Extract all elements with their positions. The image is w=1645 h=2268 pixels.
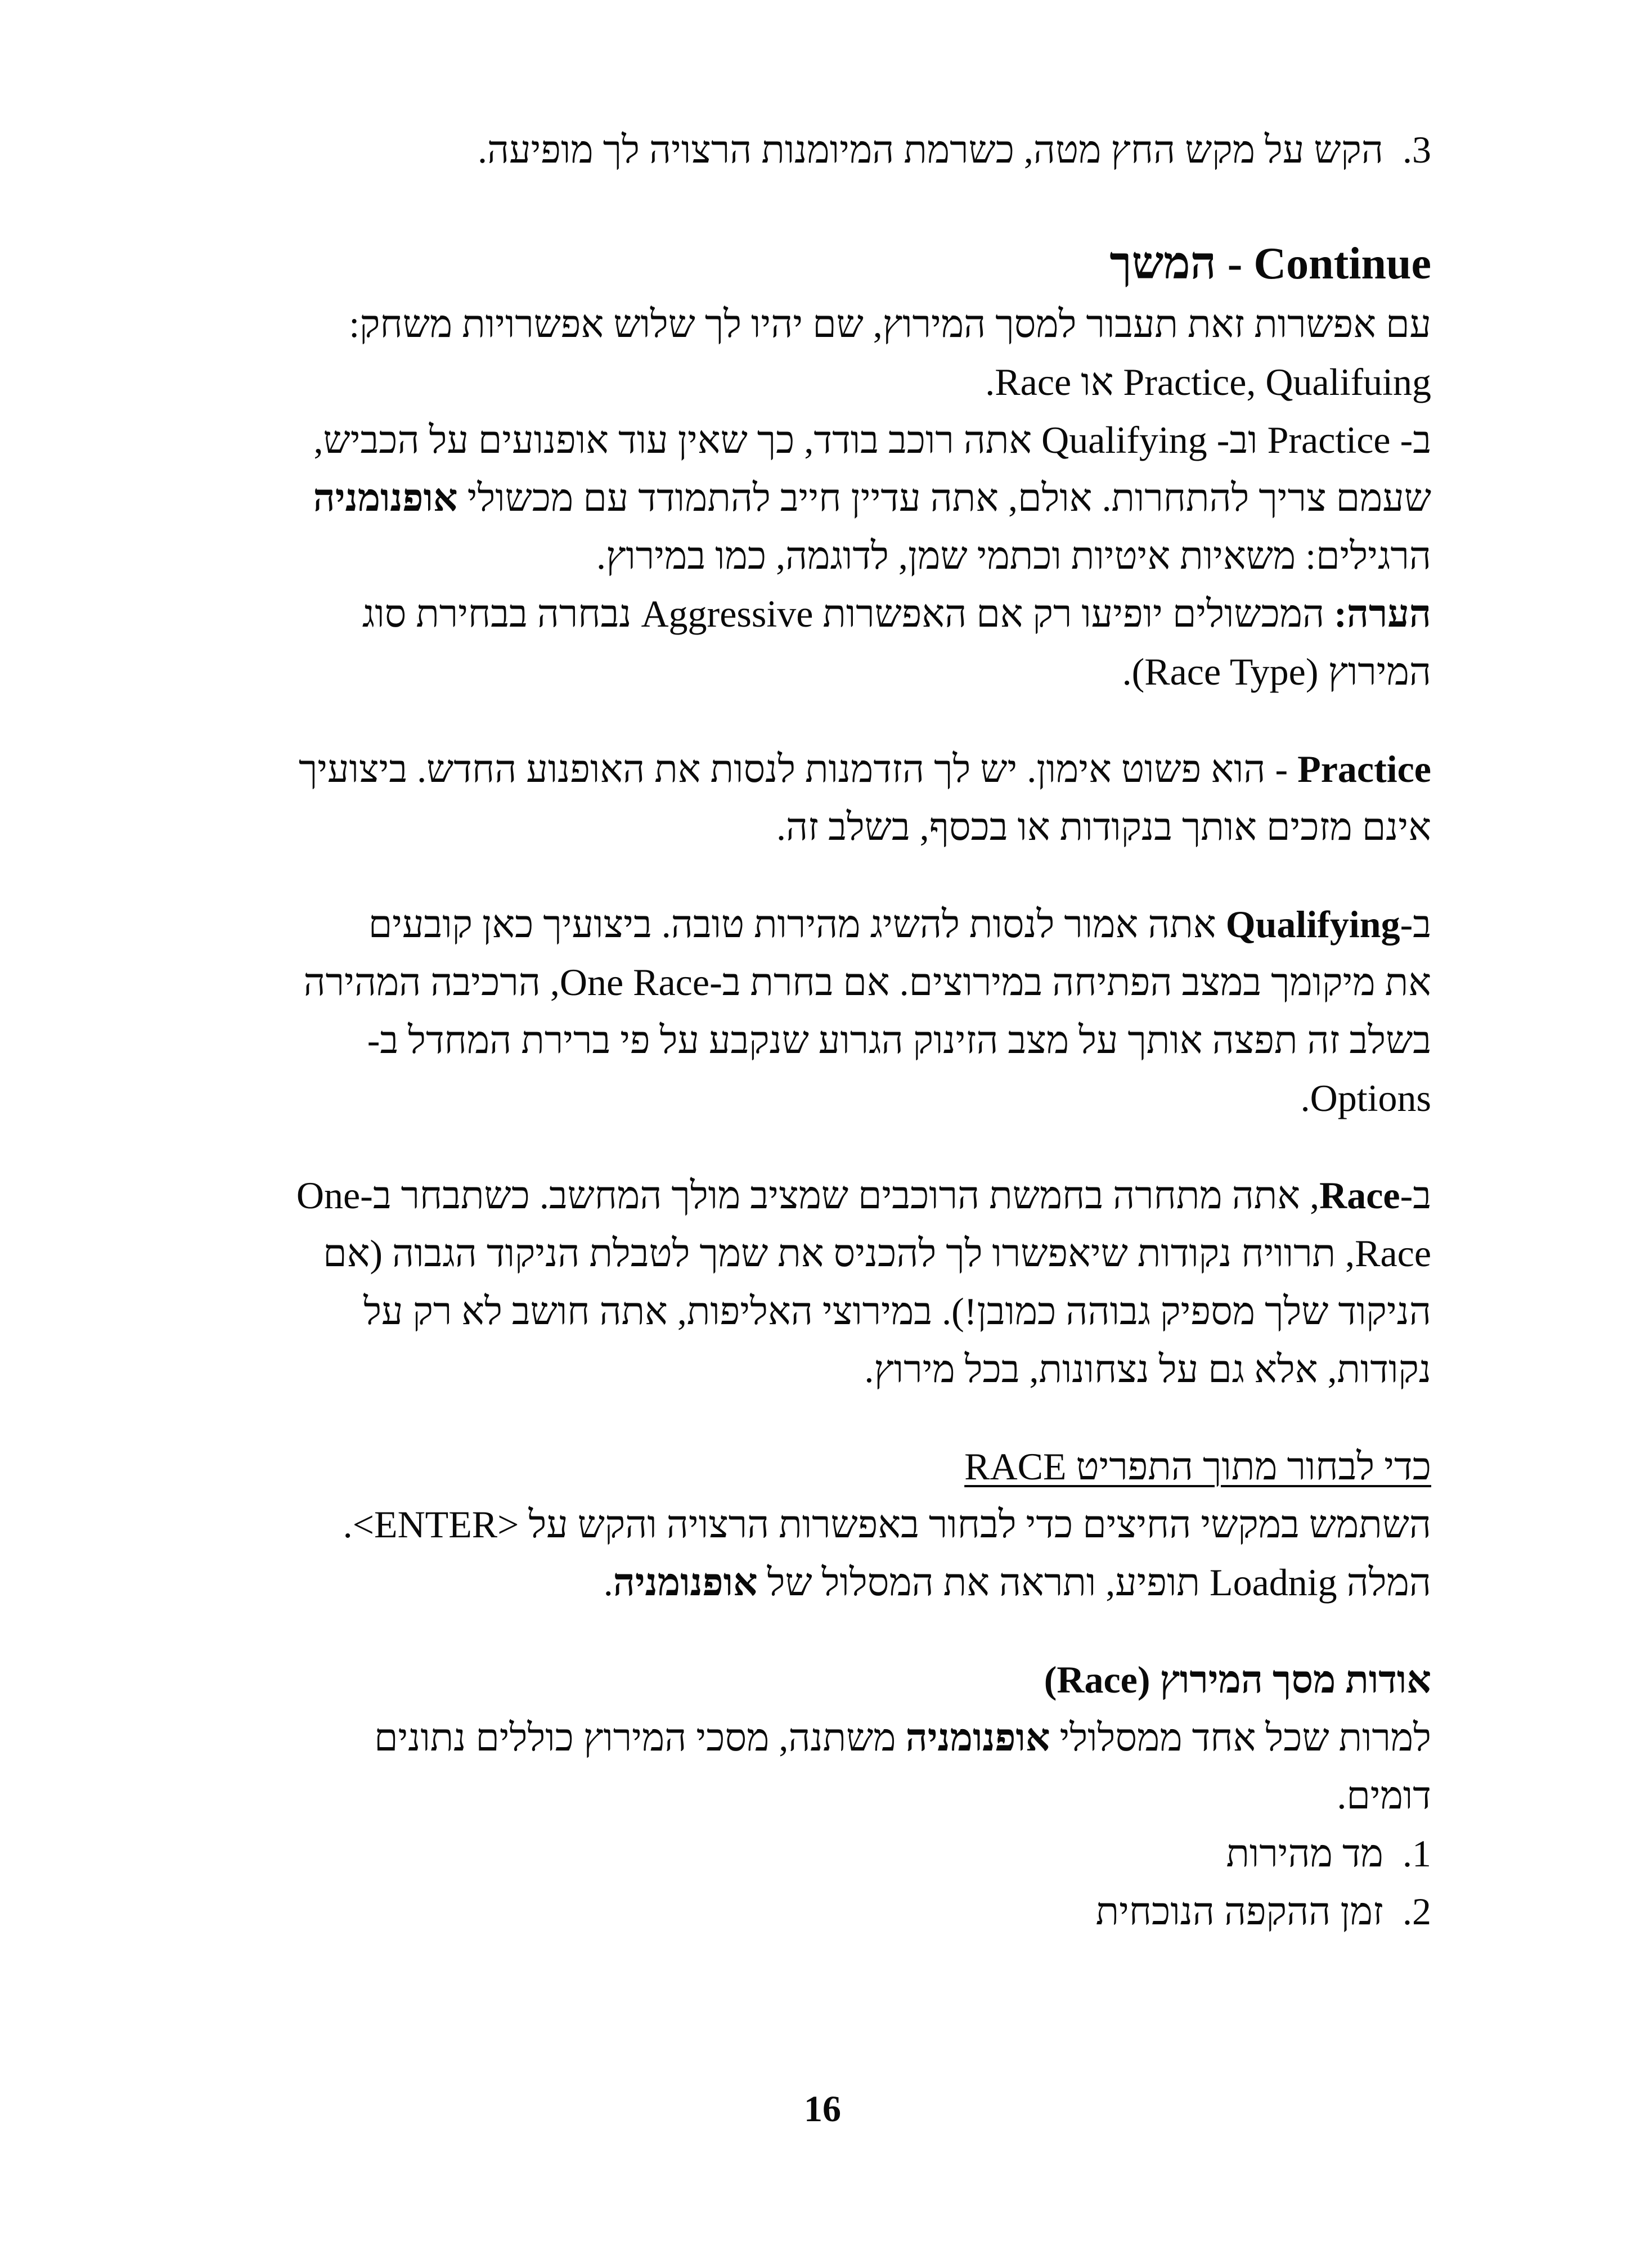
continue-line-4: [194, 469, 1431, 527]
list-item-text: מד מהירות: [1226, 1832, 1383, 1875]
qualifying-line-1-text: אתה אמור לנסות להשיג מהירות טובה. ביצועיך כאן קובעים: [368, 903, 1216, 946]
race-prefix: ב-: [1400, 1174, 1431, 1217]
select-race-line-2: [194, 1554, 1431, 1612]
practice-line-2: אינם מזכים אותך בנקודות או בכסף, בשלב זה.: [776, 806, 1431, 848]
qualifying-term: Qualifying: [1225, 903, 1400, 946]
qualifying-line-2: את מיקומך במצב הפתיחה במירוצים. אם בחרת ב-One Race, הרכיבה המהירה: [303, 961, 1431, 1004]
race-screen-heading: אודות מסך המירוץ (Race): [1044, 1658, 1431, 1701]
continue-line-4-text: שעמם צריך להתחרות. אולם, אתה עדיין חייב להתמודד עם מכשולי: [467, 476, 1431, 519]
select-race-line-2-suffix: .: [603, 1561, 613, 1604]
race-line-1: [194, 1167, 1431, 1225]
practice-line-1-text: - הוא פשוט אימון. יש לך הזדמנות לנסות את האופנוע החדש. ביצועיך: [298, 748, 1288, 790]
select-race-line-1: השתמש במקשי החיצים כדי לבחור באפשרות הרצויה והקש על <ENTER>.: [343, 1503, 1431, 1546]
race-term: Race: [1319, 1174, 1400, 1217]
list-item-text: זמן ההקפה הנוכחית: [1095, 1890, 1383, 1933]
step-3: [194, 121, 1431, 179]
race-line-3: הניקוד שלך מספיק גבוהה כמובן!). במירוצי האליפות, אתה חושב לא רק על: [363, 1290, 1431, 1333]
continue-line-1: עם אפשרות זאת תעבור למסך המירוץ, שם יהיו לך שלוש אפשרויות משחק:: [349, 303, 1431, 345]
step-3-text: הקש על מקש החץ מטה, כשרמת המיומנות הרצויה לך מופיעה.: [477, 128, 1383, 171]
list-item-number: 2.: [1403, 1890, 1431, 1933]
qualifying-line-3: בשלב זה תפצה אותך על מצב הזינוק הגרוע שנקבע על פי ברירת המחדל ב-: [367, 1019, 1431, 1061]
note-label: הערה:: [1334, 592, 1431, 635]
practice-term: Practice: [1297, 748, 1431, 790]
note-text: המכשולים יופיעו רק אם האפשרות Aggressive נבחרה בבחירת סוג: [362, 592, 1325, 635]
race-screen-line-1-rest: משתנה, מסכי המירוץ כוללים נתונים: [374, 1716, 896, 1759]
continue-line-5: הרגילים: משאיות איטיות וכתמי שמן, לדוגמה, כמו במירוץ.: [596, 534, 1431, 577]
race-screen-line-2: דומים.: [1337, 1774, 1431, 1817]
page-content: [194, 121, 1431, 1941]
select-race-heading: כדי לבחור מתוך התפריט RACE: [964, 1445, 1431, 1488]
practice-line-1: [194, 740, 1431, 798]
race-line-2: Race, תרוויח נקודות שיאפשרו לך להכניס את שמך לטבלת הניקוד הגבוה (אם: [323, 1232, 1431, 1275]
qualifying-line-1: [194, 896, 1431, 953]
step-3-number: 3.: [1403, 128, 1431, 171]
qualifying-line-4: Options.: [1300, 1077, 1431, 1119]
continue-note-line-2: המירוץ (Race Type).: [1122, 650, 1431, 693]
continue-line-3: ב- Practice וב- Qualifying אתה רוכב בודד, כך שאין עוד אופנועים על הכביש,: [313, 418, 1431, 461]
list-item: [194, 1825, 1431, 1883]
continue-heading: Continue - המשך: [1109, 239, 1431, 289]
list-item: [194, 1883, 1431, 1941]
qualifying-prefix: ב-: [1400, 903, 1431, 946]
race-screen-line-1-prefix: למרות שכל אחד ממסלולי: [1059, 1716, 1431, 1759]
continue-line-2: Practice, Qualifuing או Race.: [985, 361, 1431, 403]
race-screen-line-1: [194, 1709, 1431, 1767]
continue-line-4-bold: אופנומניה: [313, 476, 458, 519]
continue-note: [194, 585, 1431, 643]
race-screen-line-1-bold: אופנומניה: [905, 1716, 1050, 1759]
list-item-number: 1.: [1403, 1832, 1431, 1875]
page-number: 16: [804, 2089, 841, 2130]
select-race-line-2-text: המלה Loadnig תופיע, ותראה את המסלול של: [767, 1561, 1431, 1604]
race-line-4: נקודות, אלא גם על נצחונות, בכל מירוץ.: [864, 1348, 1431, 1390]
select-race-line-2-bold: אופנומניה: [613, 1561, 758, 1604]
race-line-1-text: , אתה מתחרה בחמשת הרוכבים שמציב מולך המחשב. כשתבחר ב-One: [296, 1174, 1320, 1217]
